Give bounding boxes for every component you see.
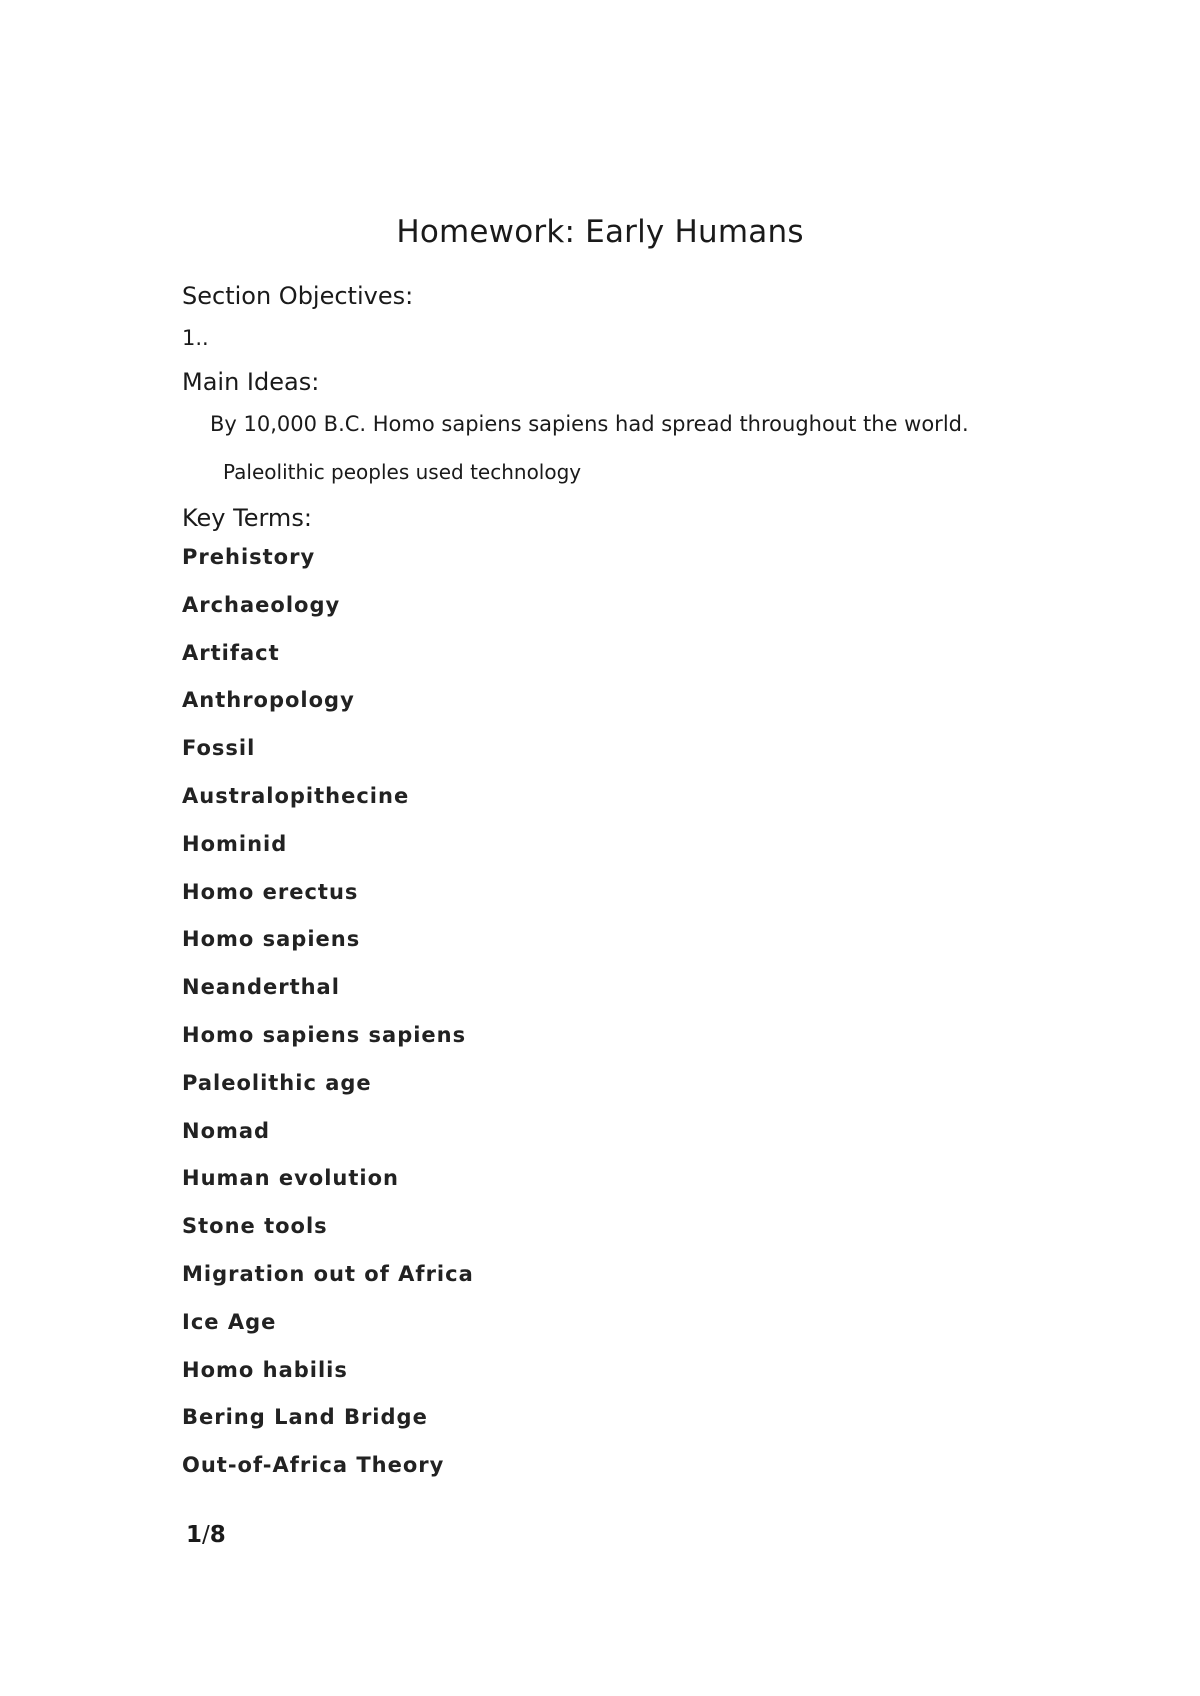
key-term: Archaeology: [182, 592, 341, 617]
key-term: Homo sapiens: [182, 927, 361, 952]
key-term: Homo erectus: [182, 879, 359, 904]
key-term: Homo sapiens sapiens: [182, 1022, 467, 1047]
main-ideas-heading: Main Ideas:: [182, 368, 320, 396]
key-term: Hominid: [182, 831, 288, 856]
page-indicator: [186, 1522, 226, 1548]
key-term: Bering Land Bridge: [182, 1405, 428, 1430]
key-term: Homo habilis: [182, 1357, 348, 1382]
key-term: Stone tools: [182, 1214, 328, 1239]
objective-item: 1..: [182, 326, 209, 350]
key-term: Prehistory: [182, 545, 316, 569]
main-idea-item: By 10,000 B.C. Homo sapiens sapiens had spread throughout the world.: [210, 412, 969, 436]
page-separator: /: [202, 1522, 210, 1548]
page-total: 8: [209, 1522, 226, 1548]
section-objectives-heading: Section Objectives:: [182, 282, 414, 310]
key-term: Anthropology: [182, 688, 355, 713]
key-term: Ice Age: [182, 1309, 277, 1334]
key-terms-list: [182, 545, 474, 1501]
key-term: Nomad: [182, 1118, 271, 1143]
key-terms-heading: Key Terms:: [182, 504, 312, 532]
key-term: Australopithecine: [182, 783, 410, 808]
key-term: Fossil: [182, 736, 256, 761]
key-term: Human evolution: [182, 1166, 399, 1191]
key-term: Out-of-Africa Theory: [182, 1453, 445, 1478]
key-term: Neanderthal: [182, 975, 340, 1000]
main-idea-item: Paleolithic peoples used technology: [223, 460, 582, 484]
key-term: Paleolithic age: [182, 1070, 372, 1095]
page-current: 1: [186, 1522, 203, 1548]
key-term: Migration out of Africa: [182, 1261, 474, 1286]
key-term: Artifact: [182, 640, 280, 665]
document-title: Homework: Early Humans: [396, 214, 804, 250]
